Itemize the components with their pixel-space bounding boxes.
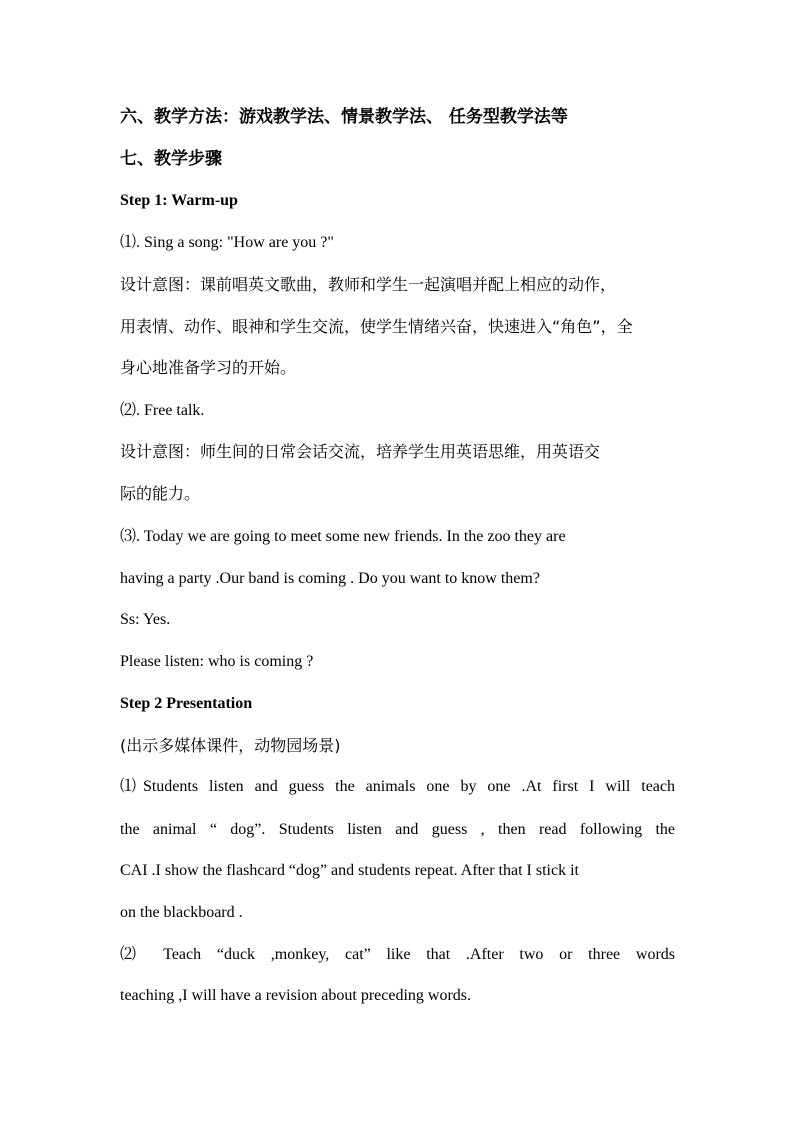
step1-item-new-friends-line: ⑶. Today we are going to meet some new friends. In the zoo they are xyxy=(120,528,566,545)
teaching-steps-heading: 七、教学步骤 xyxy=(120,149,222,169)
step1-title: Step 1: Warm-up xyxy=(120,192,238,209)
step2-item2-line: ⑵ Teach “duck ,monkey, cat” like that .After two or three words xyxy=(120,946,675,963)
step1-item-free-talk: ⑵. Free talk. xyxy=(120,402,205,419)
step2-title: Step 2 Presentation xyxy=(120,695,253,712)
step1-intent2-line: 设计意图：师生间的日常会话交流，培养学生用英语思维，用英语交 xyxy=(120,442,601,461)
step1-intent1-line: 用表情、动作、眼神和学生交流，使学生情绪兴奋，快速进入“角色”，全 xyxy=(120,317,633,336)
step2-item2-line: teaching ,I will have a revision about preceding words. xyxy=(120,987,471,1004)
step1-item-song: ⑴. Sing a song: "How are you ?" xyxy=(120,234,334,251)
step1-listen-prompt: Please listen: who is coming ? xyxy=(120,653,314,670)
step1-item-new-friends-line: having a party .Our band is coming . Do you want to know them? xyxy=(120,570,540,587)
teaching-methods-heading: 六、教学方法：游戏教学法、情景教学法、 任务型教学法等 xyxy=(120,107,568,127)
step2-courseware-note: (出示多媒体课件，动物园场景) xyxy=(120,736,341,755)
step2-item1-line: the animal “ dog”. Students listen and guess , then read following the xyxy=(120,821,675,838)
step2-item1-line: ⑴Students listen and guess the animals one by one .At first I will teach xyxy=(120,778,675,795)
step1-intent1-line: 设计意图：课前唱英文歌曲，教师和学生一起演唱并配上相应的动作， xyxy=(120,275,617,294)
step2-item1-line: CAI .I show the flashcard “dog” and students repeat. After that I stick it xyxy=(120,862,579,879)
step1-intent2-line: 际的能力。 xyxy=(120,484,201,503)
step2-item1-line: on the blackboard . xyxy=(120,904,243,921)
step1-intent1-line: 身心地准备学习的开始。 xyxy=(120,358,297,377)
step1-students-reply: Ss: Yes. xyxy=(120,611,171,628)
